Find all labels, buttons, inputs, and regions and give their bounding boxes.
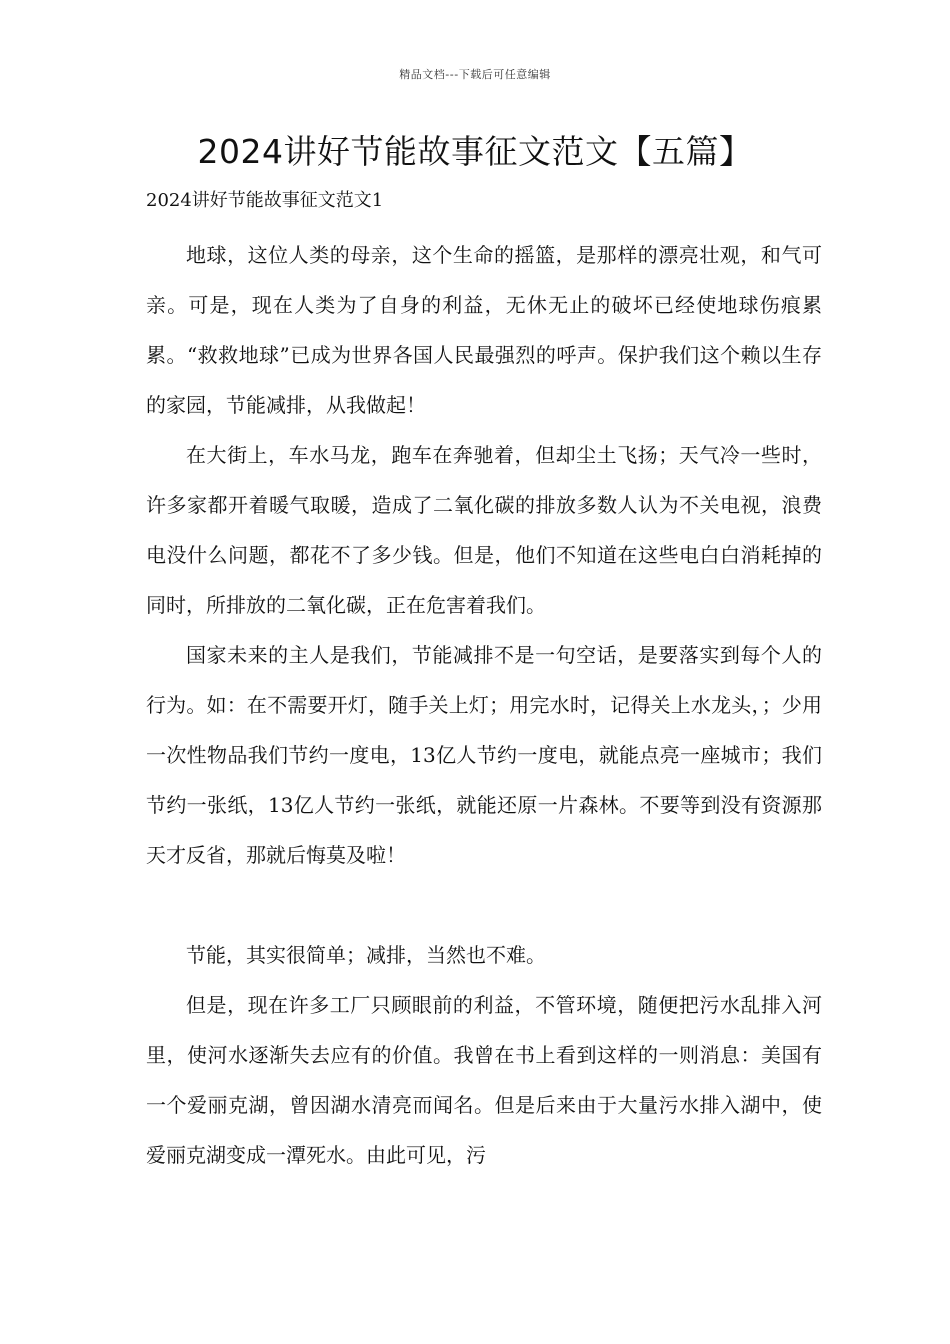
paragraph: 在大街上，车水马龙，跑车在奔驰着，但却尘土飞扬；天气冷一些时，许多家都开着暖气取暖，造成了二氧化碳的排放多数人认为不关电视，浪费电没什么问题，都花不了多少钱。但是，他们不知道在这些电白白消耗掉的同时，所排放的二氧化碳，正在危害着我们。 xyxy=(146,443,822,617)
paragraph: 但是，现在许多工厂只顾眼前的利益，不管环境，随便把污水乱排入河里，使河水逐渐失去应有的价值。我曾在书上看到这样的一则消息：美国有一个爱丽克湖，曾因湖水清亮而闻名。但是后来由于大量污水排入湖中，使爱丽克湖变成一潭死水。由此可见，污 xyxy=(146,993,822,1167)
section-subtitle: 2024讲好节能故事征文范文1 xyxy=(146,190,384,211)
page-title: 2024讲好节能故事征文范文【五篇】 xyxy=(197,132,753,171)
header-note: 精品文档---下载后可任意编辑 xyxy=(399,68,551,81)
paragraph: 节能，其实很简单；减排，当然也不难。 xyxy=(186,943,546,967)
paragraph: 地球，这位人类的母亲，这个生命的摇篮，是那样的漂亮壮观，和气可亲。可是，现在人类为了自身的利益，无休无止的破坏已经使地球伤痕累累。“救救地球”已成为世界各国人民最强烈的呼声。保护我们这个赖以生存的家园，节能减排，从我做起！ xyxy=(146,243,822,417)
paragraph: 国家未来的主人是我们，节能减排不是一句空话，是要落实到每个人的行为。如：在不需要开灯，随手关上灯；用完水时，记得关上水龙头，；少用一次性物品我们节约一度电，13亿人节约一度电，就能点亮一座城市；我们节约一张纸，13亿人节约一张纸，就能还原一片森林。不要等到没有资源那天才反省，那就后悔莫及啦！ xyxy=(146,643,822,867)
paragraph-gap xyxy=(146,880,822,930)
document-body xyxy=(146,230,822,1180)
